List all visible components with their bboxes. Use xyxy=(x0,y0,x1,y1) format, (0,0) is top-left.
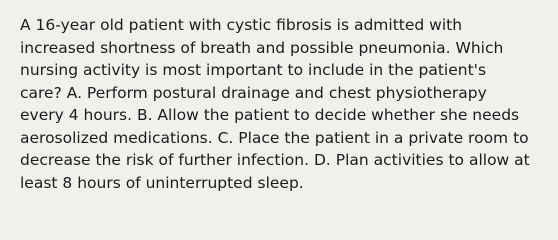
question-line: care? A. Perform postural drainage and chest physiotherapy xyxy=(20,83,487,102)
question-line: increased shortness of breath and possible pneumonia. Which xyxy=(20,38,504,57)
question-line: every 4 hours. B. Allow the patient to decide whether she needs xyxy=(20,106,520,124)
question-line: aerosolized medications. C. Place the patient in a private room to xyxy=(20,128,529,147)
question-line: A 16-year old patient with cystic fibrosis is admitted with xyxy=(20,16,463,34)
question-line: nursing activity is most important to include in the patient's xyxy=(20,61,487,79)
question-line: decrease the risk of further infection. D. Plan activities to allow at xyxy=(20,151,530,169)
question-line: least 8 hours of uninterrupted sleep. xyxy=(20,173,304,192)
question-text xyxy=(20,14,550,194)
